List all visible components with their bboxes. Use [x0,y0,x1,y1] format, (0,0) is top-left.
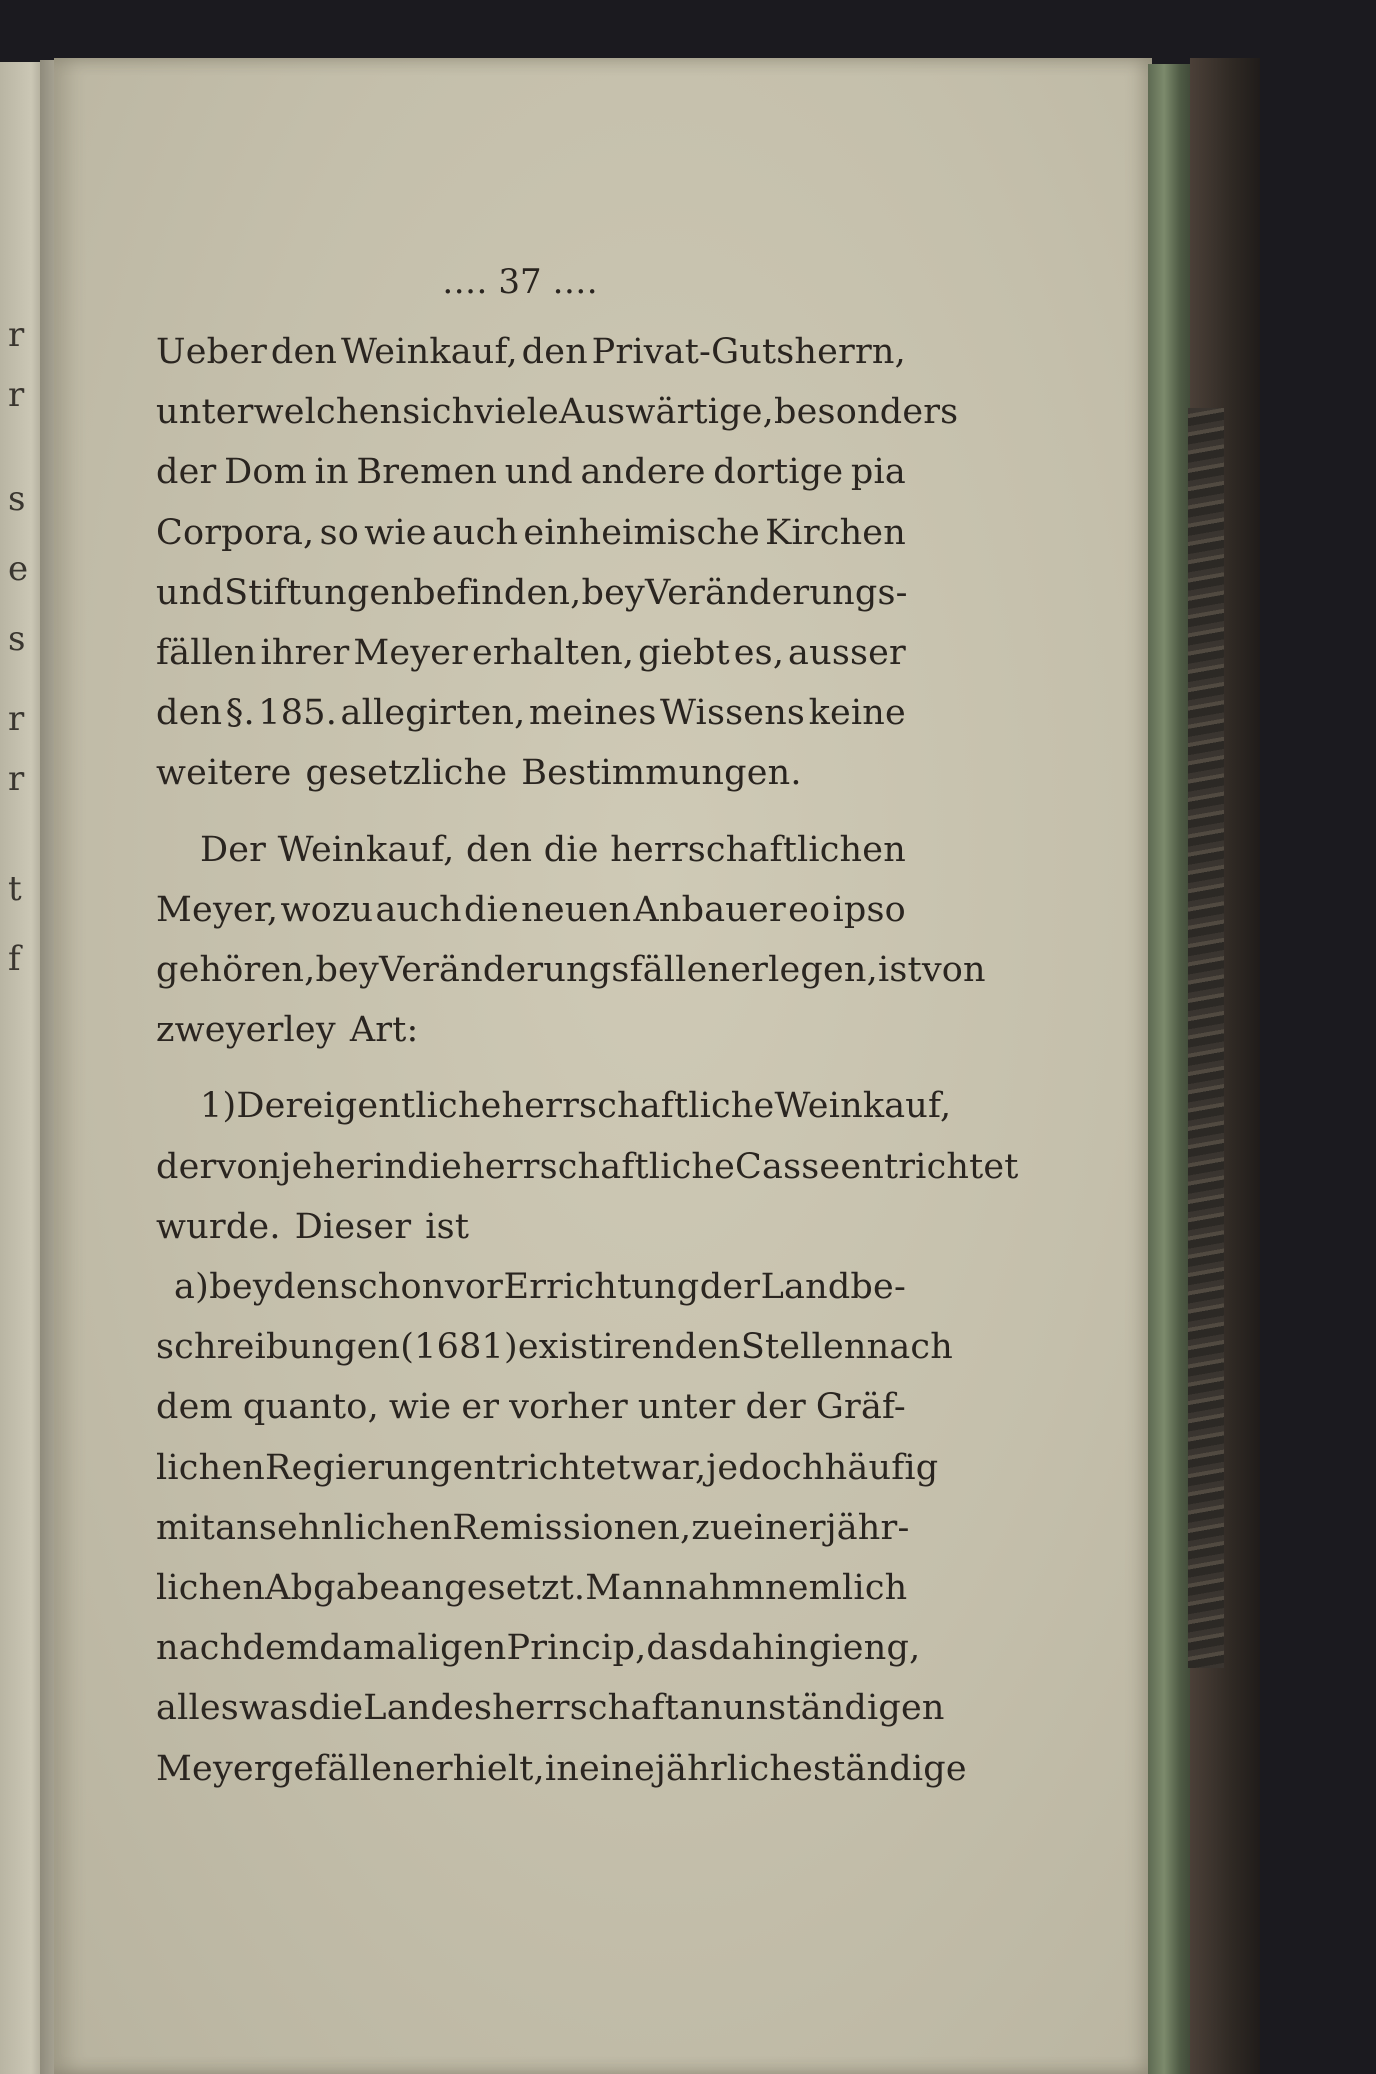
margin-glyph: s [8,619,26,659]
text-line: gehören, bey Veränderungsfällen erlegen, ist von [156,950,986,991]
margin-glyph: r [8,759,25,799]
margin-glyph: t [8,869,22,909]
text-line: Der Weinkauf, den die herrschaftlichen [200,829,906,870]
text-line: Corpora, so wie auch einheimische Kirchen [156,512,906,553]
page-number: ․․․․ 37 ․․․․ [442,262,598,302]
text-line: weitere gesetzliche Bestimmungen. [156,753,802,794]
text-line: der Dom in Bremen und andere dortige pia [156,452,906,493]
marbled-cover-edge [1188,408,1224,1668]
text-line: a) bey den schon vor Errichtung der Landbe- [174,1267,906,1308]
margin-glyph: e [8,549,29,589]
text-line: lichen Regierung entrichtet war, jedoch häufig [156,1447,939,1488]
body-text [156,322,1019,1799]
text-line: fällen ihrer Meyer erhalten, giebt es, ausser [156,633,906,674]
margin-glyph: s [8,479,26,519]
paragraph-gap [156,1060,906,1076]
text-line: zweyerley Art: [156,1010,419,1051]
text-line: und Stiftungen befinden, bey Veränderungs- [156,572,908,613]
margin-glyph: r [8,375,25,415]
text-line: schreibungen (1681) existirenden Stellen nach [156,1327,953,1368]
text-line: mit ansehnlichen Remissionen, zu einer jähr- [156,1507,910,1548]
text-line: Meyer, wozu auch die neuen Anbauer eo ipso [156,889,906,930]
text-line: wurde. Dieser ist [156,1206,470,1247]
margin-glyph: r [8,699,25,739]
text-line: Ueber den Weinkauf, den Privat-Gutsherrn, [156,332,906,372]
text-line: Meyergefällen erhielt, in eine jährliche ständige [156,1748,967,1789]
text-line: alles was die Landesherrschaft an unständigen [156,1688,945,1729]
margin-glyph: r [8,315,25,355]
margin-glyph: f [8,939,21,979]
text-line: der von jeher in die herrschaftliche Casse entrichtet [156,1146,1019,1187]
text-line: lichen Abgabe angesetzt. Man nahm nemlich [156,1568,908,1609]
text-line: 1) Der eigentliche herrschaftliche Weinkauf, [200,1086,952,1127]
text-line: den §. 185. allegirten, meines Wissens keine [156,693,906,734]
text-line: unter welchen sich viele Auswärtige, besonders [156,392,959,433]
text-line: dem quanto, wie er vorher unter der Gräf- [156,1387,906,1428]
text-line: nach dem damaligen Princip, das dahin gieng, [156,1628,921,1669]
paragraph-gap [156,804,906,820]
